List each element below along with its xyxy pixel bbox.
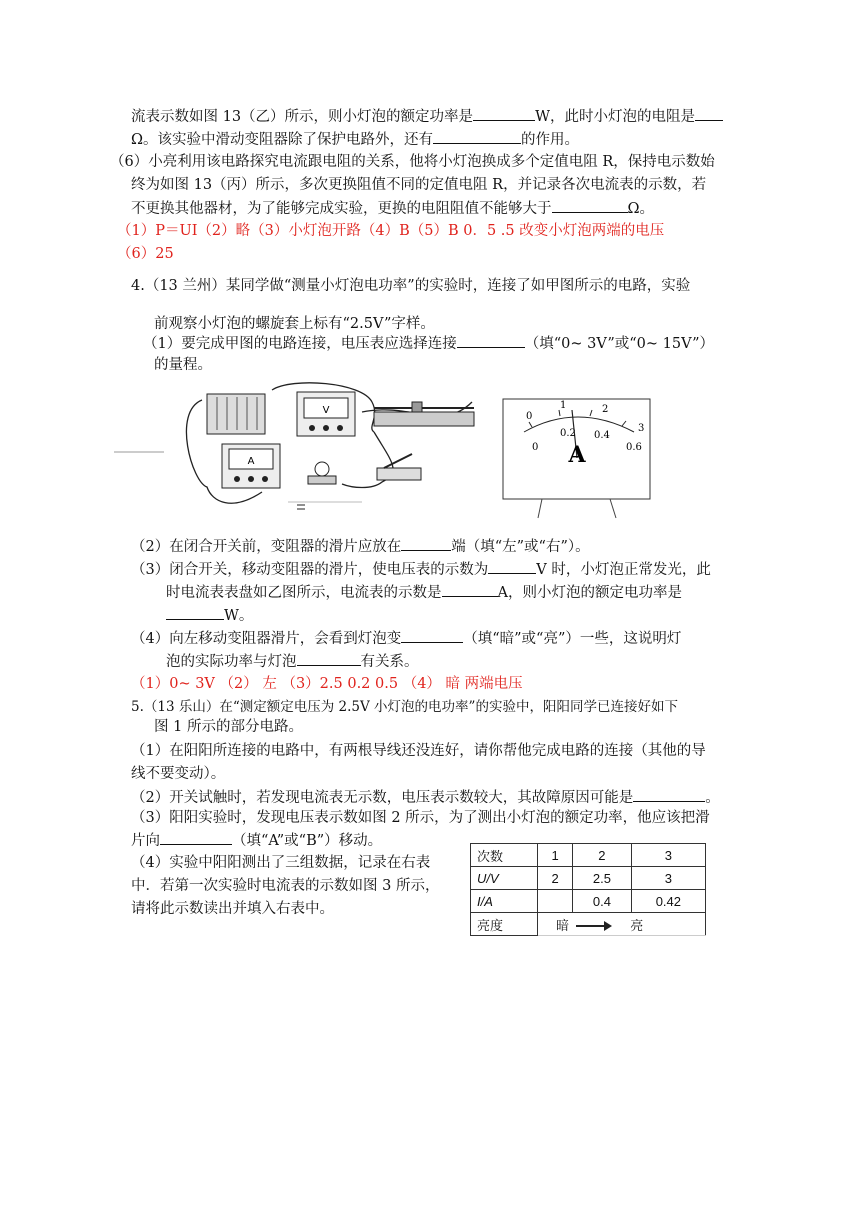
switch-icon <box>377 454 421 480</box>
brightness-cell <box>538 913 706 936</box>
q-text: （2）开关试触时，若发现电流表无示数，电压表示数较大，其故障原因可能是 <box>131 790 634 806</box>
q-leshan-part-3: （3）阳阳实验时，发现电压表示数如图 2 所示，为了测出小灯泡的额定功率，他应该把滑 <box>131 810 710 826</box>
scale-top-label: 1 <box>560 400 567 411</box>
q-text: W。 <box>224 608 254 624</box>
table-cell: 1 <box>538 844 573 867</box>
table-cell: 0.4 <box>573 890 632 913</box>
q-text: （填“A”或“B”）移动。 <box>232 833 383 849</box>
q-leshan-part-4b: 中．若第一次实验时电流表的示数如图 3 所示， <box>131 878 440 894</box>
answer-blank[interactable] <box>166 605 224 620</box>
q-leshan-part-1: （1）在阳阳所连接的电路中，有两根导线还没连好，请你帮他完成电路的连接（其他的导 <box>131 743 706 759</box>
q-leshan-part-1b: 线不要变动）。 <box>131 766 226 782</box>
q-text: 片向 <box>131 833 160 849</box>
q4-6-line-2: 终为如图 13（丙）所示，多次更换阻值不同的定值电阻 R，并记录各次电流表的示数，若 <box>131 177 707 193</box>
q-lanzhou-part-3 <box>131 559 711 580</box>
q-lanzhou-answers: （1）0~ 3V （2） 左 （3）2.5 0.2 0.5 （4） 暗 两端电压 <box>131 676 523 692</box>
battery-icon <box>207 394 265 434</box>
q-lanzhou-part-3b <box>166 582 682 603</box>
q-text: A，则小灯泡的额定电功率是 <box>497 585 682 601</box>
table-row <box>471 890 706 913</box>
answer-blank[interactable] <box>297 651 361 666</box>
svg-text:A: A <box>247 456 255 467</box>
answer-blank[interactable] <box>442 582 498 597</box>
ammeter-device-icon <box>222 444 280 488</box>
data-table <box>470 843 706 936</box>
table-row <box>471 867 706 890</box>
q4-text: W，此时小灯泡的电阻是 <box>535 109 695 125</box>
q-leshan-part-4c: 请将此示数读出并填入右表中。 <box>131 901 334 917</box>
brightness-dark: 暗 <box>556 917 570 933</box>
answer-line-1: （1）P＝UI（2）略（3）小灯泡开路（4）B（5）B 0．5 .5 改变小灯泡两端的电压 <box>117 223 665 239</box>
table-cell: I/A <box>471 890 538 913</box>
q-leshan-part-4: （4）实验中阳阳测出了三组数据，记录在右表 <box>131 855 431 871</box>
q-text: （4）向左移动变阻器滑片，会看到灯泡变 <box>131 631 402 647</box>
q-leshan-part-2 <box>131 787 720 808</box>
q-lanzhou-line-1: 4.（13 兰州）某同学做“测量小灯泡电功率”的实验时，连接了如甲图所示的电路，实验 <box>131 278 691 294</box>
q-lanzhou-part-4 <box>131 628 681 649</box>
table-cell: 2 <box>573 844 632 867</box>
table-cell: 次数 <box>471 844 538 867</box>
rheostat-icon <box>374 402 474 426</box>
circuit-figure <box>112 372 492 522</box>
answer-blank[interactable] <box>488 559 536 574</box>
answer-blank[interactable] <box>457 333 525 348</box>
ammeter-dial-figure <box>502 398 652 520</box>
table-row <box>471 844 706 867</box>
q-text: 端（填“左”或“右”）。 <box>451 539 590 555</box>
q-text: （填“暗”或“亮”）一些，这说明灯 <box>463 631 682 647</box>
q4-6-line-1: （6）小亮利用该电路探究电流跟电阻的关系，他将小灯泡换成多个定值电阻 R，保持电示数始 <box>110 154 715 170</box>
q-text: （填“0~ 3V”或“0~ 15V”） <box>524 336 715 352</box>
q-leshan-line-1: 5.（13 乐山）在“测定额定电压为 2.5V 小灯泡的电功率”的实验中，阳阳同学已连接好如下 <box>131 699 678 715</box>
q-leshan-line-2: 图 1 所示的部分电路。 <box>154 719 303 735</box>
q-text: 有关系。 <box>360 654 419 670</box>
scale-bottom-label: 0 <box>532 442 539 453</box>
answer-line-2: （6）25 <box>117 246 174 262</box>
q-text: （3）闭合开关，移动变阻器的滑片，使电压表的示数为 <box>131 562 489 578</box>
q-text: 时电流表表盘如乙图所示，电流表的示数是 <box>166 585 442 601</box>
q-lanzhou-line-2: 前观察小灯泡的螺旋套上标有“2.5V”字样。 <box>154 316 435 332</box>
q4-6-text: Ω。 <box>627 201 655 217</box>
table-row <box>471 913 706 936</box>
brightness-bright: 亮 <box>630 917 644 933</box>
scale-bottom-label: 0.4 <box>594 430 610 441</box>
q-text: （2）在闭合开关前，变阻器的滑片应放在 <box>131 539 402 555</box>
q4-text: 的作用。 <box>521 132 580 148</box>
table-cell: 2.5 <box>573 867 632 890</box>
scale-top-label: 3 <box>638 423 645 434</box>
answer-blank[interactable] <box>160 830 232 845</box>
q-text: （1）要完成甲图的电路连接，电压表应选择连接 <box>143 336 457 352</box>
q-text: V 时，小灯泡正常发光，此 <box>536 562 711 578</box>
q-lanzhou-part-3c <box>166 605 253 626</box>
answer-blank[interactable] <box>473 106 535 121</box>
answer-blank[interactable] <box>401 536 451 551</box>
table-cell: 0.42 <box>631 890 705 913</box>
scale-bottom-label: 0.2 <box>560 428 576 439</box>
q4-line-2 <box>131 129 579 150</box>
table-cell: 3 <box>631 844 705 867</box>
answer-blank[interactable] <box>633 787 705 802</box>
table-cell-input[interactable] <box>538 890 573 913</box>
answer-blank[interactable] <box>401 628 463 643</box>
table-cell: U/V <box>471 867 538 890</box>
q4-6-text: 不更换其他器材，为了能够完成实验，更换的电阻阻值不能够大于 <box>131 201 552 217</box>
q-text: 。 <box>705 790 720 806</box>
q-lanzhou-part-2 <box>131 536 590 557</box>
svg-text:V: V <box>322 405 330 416</box>
light-bulb-icon <box>308 462 336 484</box>
q4-text: 流表示数如图 13（乙）所示，则小灯泡的额定功率是 <box>131 109 474 125</box>
q4-text: Ω。该实验中滑动变阻器除了保护电路外，还有 <box>131 132 434 148</box>
scale-top-label: 0 <box>526 411 533 422</box>
q4-6-line-3 <box>131 198 654 219</box>
ammeter-symbol: A <box>568 442 586 468</box>
q-text: 泡的实际功率与灯泡 <box>166 654 297 670</box>
scale-bottom-label: 0.6 <box>626 442 642 453</box>
table-cell: 3 <box>631 867 705 890</box>
arrow-right-icon <box>576 925 610 927</box>
answer-blank[interactable] <box>695 106 723 121</box>
scale-top-label: 2 <box>602 404 609 415</box>
answer-blank[interactable] <box>433 129 521 144</box>
answer-blank[interactable] <box>552 198 628 213</box>
table-cell: 2 <box>538 867 573 890</box>
table-cell: 亮度 <box>471 913 538 936</box>
q-leshan-part-3b <box>131 830 382 851</box>
q-lanzhou-part-1 <box>143 333 714 354</box>
voltmeter-icon <box>297 392 355 436</box>
q-lanzhou-part-1b: 的量程。 <box>154 357 212 373</box>
q4-line-1 <box>131 106 723 127</box>
q-lanzhou-part-4b <box>166 651 419 672</box>
